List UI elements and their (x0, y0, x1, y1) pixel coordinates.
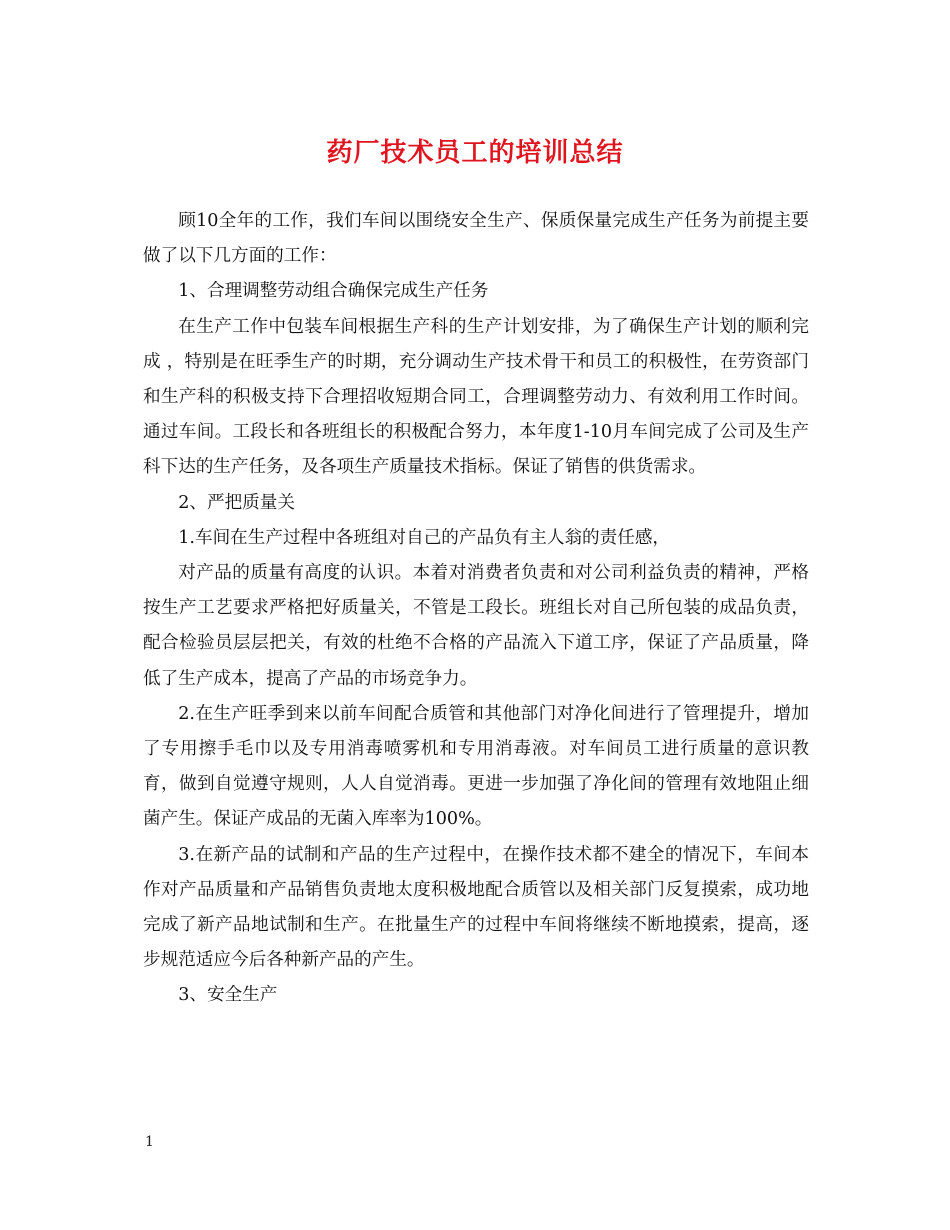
document-title: 药厂技术员工的培训总结 (326, 138, 624, 168)
paragraph-labor: 在生产工作中包装车间根据生产科的生产计划安排，为了确保生产计划的顺利完成 ，特别是在旺季生产的时期，充分调动生产技术骨干和员工的积极性，在劳资部门和生产科的积极支持下合理招收短期合同工，合理调整劳动力、有效利用工作时间。通过车间。工段长和各班组长的积极配合努力，本年度1-10月车间完成了公司及生产科下达的生产任务，及各项生产质量技术指标。保证了销售的供货需求。 (143, 316, 809, 478)
paragraph-quality-2: 2.在生产旺季到来以前车间配合质管和其他部门对净化间进行了管理提升，增加了专用擦手毛巾以及专用消毒喷雾机和专用消毒液。对车间员工进行质量的意识教育，做到自觉遵守规则，人人自觉消毒。更进一步加强了净化间的管理有效地阻止细菌产生。保证产成品的无菌入库率为100%。 (143, 703, 809, 830)
page-number: 1 (145, 1134, 154, 1150)
document-body (143, 204, 809, 1014)
paragraph-quality-1: 对产品的质量有高度的认识。本着对消费者负责和对公司利益负责的精神，严格按生产工艺要求严格把好质量关，不管是工段长。班组长对自己所包装的成品负责，配合检验员层层把关，有效的杜绝不合格的产品流入下道工序，保证了产品质量，降低了生产成本，提高了产品的市场竞争力。 (143, 563, 809, 689)
section-heading-quality: 2、严把质量关 (178, 492, 295, 513)
paragraph-intro: 顾10全年的工作，我们车间以围绕安全生产、保质保量完成生产任务为前提主要做了以下几方面的工作： (143, 211, 809, 267)
section-heading-safety: 3、安全生产 (178, 985, 278, 1006)
paragraph-quality-3: 3.在新产品的试制和产品的生产过程中，在操作技术都不建全的情况下，车间本作对产品质量和产品销售负责地太度积极地配合质管以及相关部门反复摸索，成功地完成了新产品地试制和生产。在批量生产的过程中车间将继续不断地摸索，提高，逐步规范适应今后各种新产品的产生。 (143, 844, 809, 971)
section-heading-labor: 1、合理调整劳动组合确保完成生产任务 (178, 281, 489, 302)
paragraph-quality-1-lead: 1.车间在生产过程中各班组对自己的产品负有主人翁的责任感， (178, 527, 671, 548)
